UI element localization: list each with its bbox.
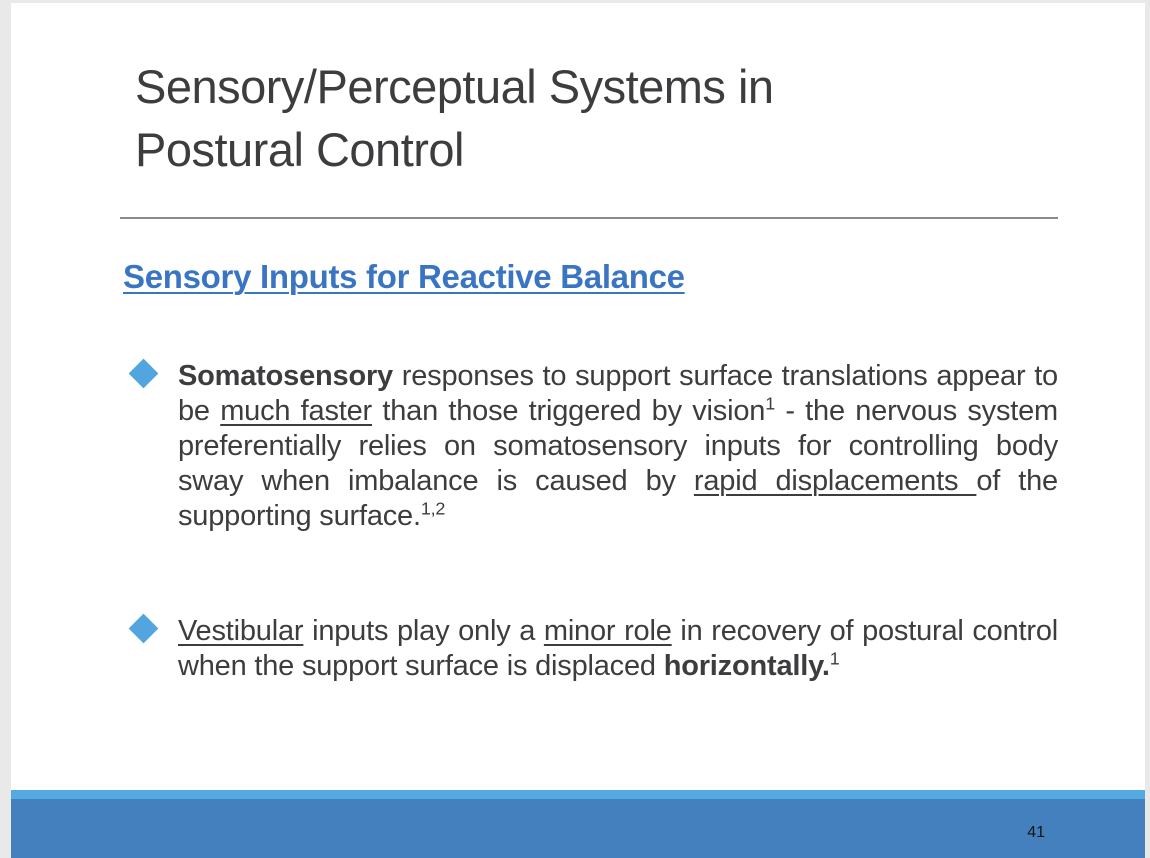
bullet-item bbox=[123, 614, 1058, 684]
bullet-text-segment: than those triggered by vision bbox=[372, 395, 766, 427]
page-number: 41 bbox=[1027, 824, 1045, 841]
diamond-bullet-icon bbox=[129, 359, 159, 389]
slide-title-line-1: Sensory/Perceptual Systems in bbox=[135, 60, 774, 113]
footer-accent-stripe bbox=[11, 790, 1145, 799]
bullet-text-segment: rapid displacements bbox=[693, 465, 977, 497]
bullet-text bbox=[178, 359, 1058, 534]
footer-main-band bbox=[11, 799, 1145, 858]
slide-title-line-2: Postural Control bbox=[135, 123, 464, 176]
bullet-text-segment: horizontally. bbox=[663, 650, 830, 682]
bullet-item bbox=[123, 359, 1058, 534]
title-divider bbox=[120, 217, 1058, 219]
diamond-bullet-icon bbox=[129, 614, 159, 644]
bullet-gutter bbox=[123, 614, 178, 639]
bullet-text-segment: 1 bbox=[829, 648, 840, 669]
bullet-text-segment: much faster bbox=[220, 395, 373, 427]
bullet-text-segment: 1,2 bbox=[420, 498, 446, 519]
section-heading: Sensory Inputs for Reactive Balance bbox=[123, 258, 685, 295]
footer-band bbox=[11, 790, 1145, 858]
bullet-text bbox=[178, 614, 1058, 684]
bullet-list bbox=[123, 359, 1058, 684]
slide bbox=[11, 3, 1145, 858]
bullet-text-segment: - the nervous system preferentially relies on somatosensory inputs for controlling body sway when imbalance is caused by bbox=[178, 395, 1058, 497]
bullet-text-segment: Vestibular bbox=[178, 615, 304, 647]
bullet-gutter bbox=[123, 359, 178, 384]
bullet-text-segment: responses to support surface translations appear to be bbox=[178, 360, 1058, 427]
slide-content bbox=[11, 3, 1145, 684]
bullet-text-segment: in recovery of postural control when the support surface is displaced bbox=[178, 615, 1059, 682]
bullet-text-segment: inputs play only a bbox=[303, 615, 544, 647]
bullet-text-segment: 1 bbox=[765, 393, 775, 414]
bullet-text-segment: Somatosensory bbox=[178, 360, 393, 392]
slide-title bbox=[135, 3, 1058, 181]
bullet-text-segment: of the supporting surface. bbox=[178, 465, 1058, 532]
bullet-text-segment: minor role bbox=[543, 615, 672, 647]
